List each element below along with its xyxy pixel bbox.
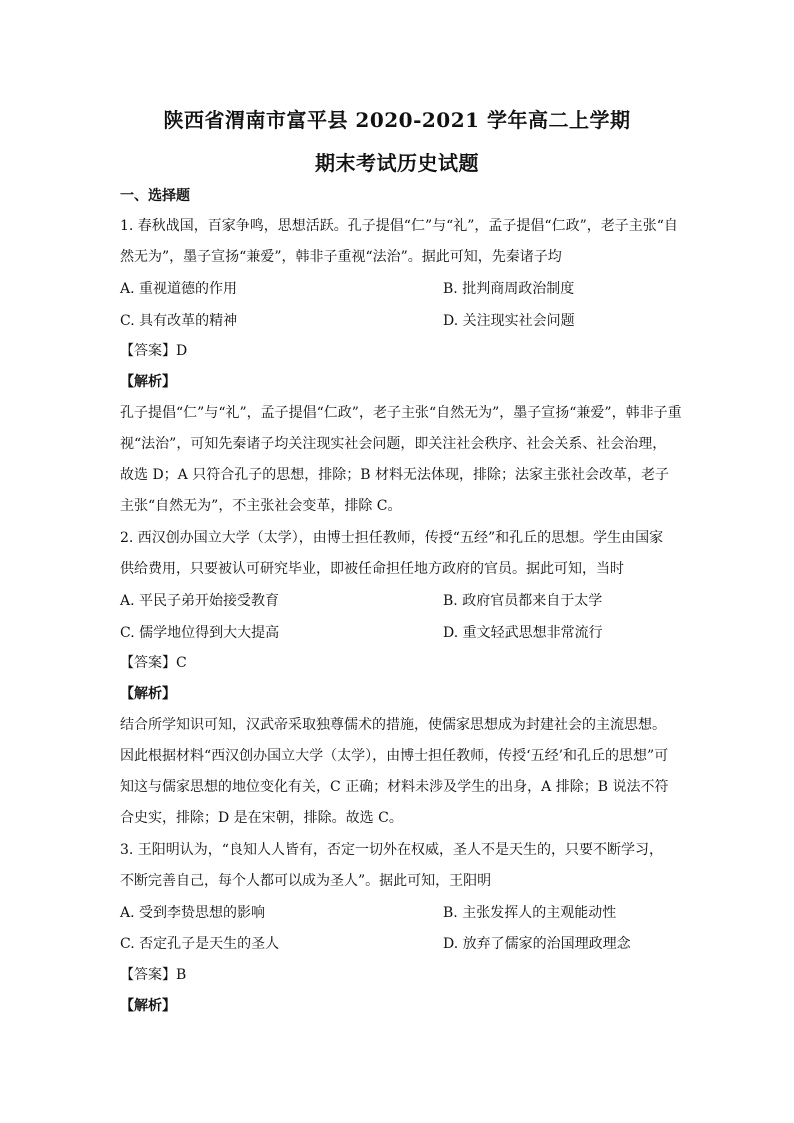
q2-analysis-label: 【解析】	[120, 686, 176, 702]
q2-option-a: A. 平民子弟开始接受教育	[120, 593, 280, 609]
q2-stem-line-2: 供给费用，只要被认可研究毕业，即被任命担任地方政府的官员。据此可知，当时	[120, 561, 624, 577]
q1-stem-line-1: 1. 春秋战国，百家争鸣，思想活跃。孔子提倡“仁”与“礼”，孟子提倡“仁政”，老子主张“自	[120, 218, 678, 234]
q1-option-a: A. 重视道德的作用	[120, 281, 238, 297]
q2-analysis-line-1: 结合所学知识可知，汉武帝采取独尊儒术的措施，使儒家思想成为封建社会的主流思想。	[120, 717, 666, 733]
q3-answer: 【答案】B	[120, 967, 187, 983]
q1-option-c: C. 具有改革的精神	[120, 313, 238, 329]
q2-analysis-line-4: 合史实，排除；D 是在宋朝，排除。故选 C。	[120, 810, 403, 826]
q3-option-d: D. 放弃了儒家的治国理政理念	[443, 936, 631, 952]
q3-analysis-label: 【解析】	[120, 998, 176, 1014]
q3-stem-line-2: 不断完善自己，每个人都可以成为圣人”。据此可知，王阳明	[120, 873, 492, 889]
q1-option-b: B. 批判商周政治制度	[443, 281, 575, 297]
q1-analysis-line-1: 孔子提倡“仁”与“礼”，孟子提倡“仁政”，老子主张“自然无为”，墨子宣扬“兼爱”，韩非子重	[120, 405, 682, 421]
q1-analysis-line-3: 故选 D；A 只符合孔子的思想，排除；B 材料无法体现，排除；法家主张社会改革，老子	[120, 467, 669, 483]
q3-option-c: C. 否定孔子是天生的圣人	[120, 936, 280, 952]
q1-option-d: D. 关注现实社会问题	[443, 313, 575, 329]
q1-analysis-line-2: 视“法治”，可知先秦诸子均关注现实社会问题，即关注社会秩序、社会关系、社会治理，	[120, 436, 667, 452]
q1-answer: 【答案】D	[120, 343, 188, 359]
document-title-line-2: 期末考试历史试题	[315, 151, 479, 175]
q3-stem-line-1: 3. 王阳明认为，“良知人人皆有，否定一切外在权威，圣人不是天生的，只要不断学习，	[120, 842, 663, 858]
q1-stem-line-2: 然无为”，墨子宣扬“兼爱”，韩非子重视“法治”。据此可知，先秦诸子均	[120, 249, 562, 265]
document-title-line-1: 陕西省渭南市富平县 2020-2021 学年高二上学期	[163, 108, 631, 132]
q3-option-a: A. 受到李贽思想的影响	[120, 905, 266, 921]
section-heading: 一、选择题	[120, 188, 190, 204]
q2-analysis-line-2: 因此根据材料“西汉创办国立大学（太学），由博士担任教师，传授‘五经’和孔丘的思想”可	[120, 748, 669, 764]
q2-option-c: C. 儒学地位得到大大提高	[120, 625, 280, 641]
q2-stem-line-1: 2. 西汉创办国立大学（太学），由博士担任教师，传授“五经”和孔丘的思想。学生由国家	[120, 530, 664, 546]
q2-option-b: B. 政府官员都来自于太学	[443, 593, 603, 609]
q2-analysis-line-3: 知这与儒家思想的地位变化有关，C 正确；材料未涉及学生的出身，A 排除；B 说法不符	[120, 779, 669, 795]
q2-option-d: D. 重文轻武思想非常流行	[443, 625, 603, 641]
q3-option-b: B. 主张发挥人的主观能动性	[443, 905, 617, 921]
q1-analysis-label: 【解析】	[120, 374, 176, 390]
q1-analysis-line-4: 主张“自然无为”，不主张社会变革，排除 C。	[120, 498, 402, 514]
q2-answer: 【答案】C	[120, 655, 187, 671]
